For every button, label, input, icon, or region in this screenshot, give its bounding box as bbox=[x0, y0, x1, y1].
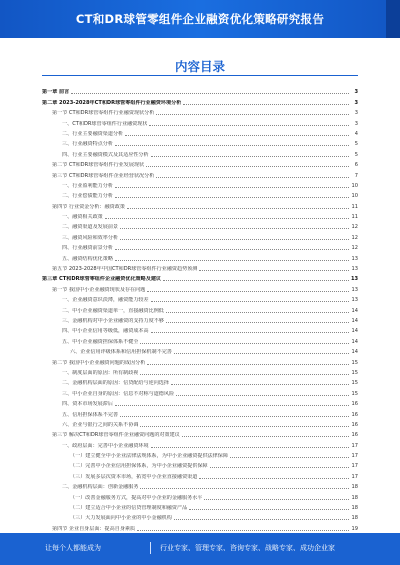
toc-entry-page: 18 bbox=[351, 494, 358, 501]
toc-entry[interactable] bbox=[42, 241, 358, 251]
toc-leader-dots bbox=[230, 456, 349, 458]
toc-entry-title: 一、政府层面：完善中小企业融资环境 bbox=[62, 442, 149, 449]
toc-leader-dots bbox=[199, 269, 349, 271]
toc-entry[interactable] bbox=[42, 480, 358, 490]
toc-entry-title: 五、中小企业融资担保体系不健全 bbox=[62, 338, 139, 345]
toc-entry-page: 14 bbox=[351, 317, 358, 324]
toc-entry[interactable] bbox=[42, 355, 358, 365]
toc-leader-dots bbox=[127, 207, 349, 209]
toc-leader-dots bbox=[115, 186, 349, 188]
toc-entry-title: 四、资本市场发展滞后 bbox=[62, 401, 113, 408]
toc-leader-dots bbox=[182, 435, 349, 437]
toc-entry[interactable] bbox=[42, 179, 358, 189]
toc-leader-dots bbox=[147, 363, 349, 365]
toc-entry[interactable] bbox=[42, 262, 358, 272]
toc-entry[interactable] bbox=[42, 521, 358, 531]
toc-entry-title: 五、信用担保体系不完善 bbox=[62, 411, 119, 418]
toc-entry-title: 第二节 CT和DR球管零组件行业发展现状 bbox=[52, 162, 145, 169]
toc-entry-page: 10 bbox=[351, 193, 358, 200]
toc-leader-dots bbox=[174, 518, 349, 520]
toc-leader-dots bbox=[115, 196, 349, 198]
toc-entry[interactable] bbox=[42, 469, 358, 479]
toc-leader-dots bbox=[166, 311, 349, 313]
toc-leader-dots bbox=[166, 321, 349, 323]
toc-entry[interactable] bbox=[42, 147, 358, 157]
toc-entry-title: 二、金融机构层面的原因：信贷配给与逆向选择 bbox=[62, 380, 169, 387]
toc-entry[interactable] bbox=[42, 407, 358, 417]
report-header bbox=[0, 0, 400, 38]
toc-leader-dots bbox=[137, 529, 349, 531]
toc-entry-title: 第二节 我国中小企业融资问题的成因分析 bbox=[52, 359, 146, 366]
toc-entry-page: 13 bbox=[351, 255, 358, 262]
toc-entry[interactable] bbox=[42, 501, 358, 511]
toc-entry-title: 三、中小企业自身的原因：信息不对称与道德风险 bbox=[62, 390, 175, 397]
toc-entry[interactable] bbox=[42, 293, 358, 303]
toc-entry-title: 一、CT和DR球管零组件行业融资现状 bbox=[62, 120, 148, 127]
toc-entry-page: 10 bbox=[351, 182, 358, 189]
toc-entry-title: （三）发展多层次资本市场，拓宽中小企业直接融资渠道 bbox=[70, 473, 198, 480]
toc-entry-page: 3 bbox=[354, 89, 358, 96]
toc-entry[interactable] bbox=[42, 428, 358, 438]
toc-leader-dots bbox=[140, 487, 349, 489]
toc-entry-page: 14 bbox=[351, 328, 358, 335]
toc-entry[interactable] bbox=[42, 345, 358, 355]
toc-leader-dots bbox=[204, 498, 349, 500]
toc-entry-title: 四、行业主要融资模式及其适应性分析 bbox=[62, 151, 149, 158]
toc-entry-page: 12 bbox=[351, 245, 358, 252]
toc-entry-title: 第二章 2023-2028年CT和DR球管零组件行业融资环境分析 bbox=[42, 99, 182, 106]
toc-entry-title: 第四节 企业自身层面：提高自身素质 bbox=[52, 525, 136, 532]
toc-leader-dots bbox=[115, 404, 349, 406]
toc-leader-dots bbox=[210, 466, 349, 468]
toc-entry-page: 18 bbox=[351, 515, 358, 522]
toc-leader-dots bbox=[140, 373, 349, 375]
toc-leader-dots bbox=[183, 103, 349, 105]
toc-entry-page: 14 bbox=[351, 349, 358, 356]
toc-entry[interactable] bbox=[42, 303, 358, 313]
toc-entry[interactable] bbox=[42, 220, 358, 230]
toc-entry-title: 二、融资渠道及发展前景 bbox=[62, 224, 119, 231]
toc-entry-title: 五、融资结构优化策略 bbox=[62, 255, 113, 262]
toc-leader-dots bbox=[120, 415, 349, 417]
toc-leader-dots bbox=[163, 279, 349, 281]
toc-entry-title: 二、金融机构层面：创新金融服务 bbox=[62, 484, 139, 491]
toc-entry[interactable] bbox=[42, 324, 358, 334]
toc-leader-dots bbox=[156, 176, 349, 178]
toc-entry-page: 15 bbox=[351, 380, 358, 387]
toc-leader-dots bbox=[115, 259, 349, 261]
toc-entry-title: （一）改善金融服务方式，提高对中小企业的金融服务水平 bbox=[70, 494, 203, 501]
toc-entry[interactable] bbox=[42, 282, 358, 292]
table-of-contents bbox=[42, 85, 358, 532]
toc-entry-title: 三、行业融资特点分析 bbox=[62, 141, 113, 148]
toc-entry-title: 三、融资风险和效率分析 bbox=[62, 234, 119, 241]
toc-entry[interactable] bbox=[42, 116, 358, 126]
header-corner-accent bbox=[386, 0, 400, 38]
toc-leader-dots bbox=[140, 425, 349, 427]
toc-leader-dots bbox=[147, 290, 349, 292]
toc-entry-title: 第三节 解决CT和DR球管零组件企业融资问题的对策建议 bbox=[52, 432, 180, 439]
toc-entry-page: 13 bbox=[351, 297, 358, 304]
toc-leader-dots bbox=[171, 383, 349, 385]
toc-entry[interactable] bbox=[42, 366, 358, 376]
toc-leader-dots bbox=[199, 477, 349, 479]
toc-entry[interactable] bbox=[42, 199, 358, 209]
toc-entry-title: 第一节 CT和DR球管零组件行业融资现状分析 bbox=[52, 110, 155, 117]
toc-entry-page: 17 bbox=[351, 473, 358, 480]
toc-entry-page: 16 bbox=[351, 421, 358, 428]
toc-entry-page: 16 bbox=[351, 411, 358, 418]
toc-entry-title: 第三节 CT和DR球管零组件企业经营状况分析 bbox=[52, 172, 155, 179]
toc-entry-page: 12 bbox=[351, 224, 358, 231]
toc-entry-title: 二、中小企业融资渠道单一，直接融资比例低 bbox=[62, 307, 164, 314]
toc-entry[interactable] bbox=[42, 272, 358, 282]
toc-leader-dots bbox=[105, 217, 349, 219]
toc-leader-dots bbox=[189, 508, 349, 510]
toc-entry-title: 一、制度层面的原因：所有制歧视 bbox=[62, 369, 139, 376]
toc-heading: 内容目录 bbox=[174, 59, 225, 74]
toc-entry-title: 第四节 行业资金分析：融资政策 bbox=[52, 203, 125, 210]
toc-entry-title: 六、企业信用评级体系和信用担保机制不完善 bbox=[70, 349, 172, 356]
toc-entry-page: 16 bbox=[351, 432, 358, 439]
toc-entry[interactable] bbox=[42, 251, 358, 261]
toc-entry[interactable] bbox=[42, 95, 358, 105]
toc-entry[interactable] bbox=[42, 158, 358, 168]
toc-entry-page: 13 bbox=[351, 276, 359, 283]
toc-entry-page: 18 bbox=[351, 505, 358, 512]
toc-entry[interactable] bbox=[42, 210, 358, 220]
footer-divider bbox=[150, 542, 151, 554]
toc-entry[interactable] bbox=[42, 168, 358, 178]
toc-entry[interactable] bbox=[42, 137, 358, 147]
toc-leader-dots bbox=[115, 144, 349, 146]
toc-entry-page: 7 bbox=[354, 172, 358, 179]
toc-entry[interactable] bbox=[42, 438, 358, 448]
toc-entry-page: 3 bbox=[354, 99, 358, 106]
toc-entry-title: （一）建立健全中小企业法律法规体系，为中小企业融资提供法律保障 bbox=[70, 453, 228, 460]
toc-entry-page: 17 bbox=[351, 453, 358, 460]
toc-entry-page: 16 bbox=[351, 401, 358, 408]
toc-leader-dots bbox=[115, 248, 349, 250]
toc-entry-title: 第五节 2023-2028年中国CT和DR球管零组件行业融资趋势预测 bbox=[52, 266, 198, 273]
toc-entry-title: 一、企业融资意识淡薄，融资能力较差 bbox=[62, 297, 149, 304]
toc-entry-title: 第三章 CT和DR球管零组件企业融资优化策略及建议 bbox=[42, 276, 162, 283]
report-footer bbox=[0, 533, 400, 565]
toc-entry-title: 第一节 我国中小企业融资现状及存在问题 bbox=[52, 286, 146, 293]
toc-entry-page: 5 bbox=[354, 141, 358, 148]
toc-entry-title: 三、金融机构对中小企业融资的支持力度不够 bbox=[62, 317, 164, 324]
toc-entry-title: 二、行业主要融资渠道分析 bbox=[62, 130, 124, 137]
toc-entry-title: （二）建立适合中小企业的信贷管理制度和融资产品 bbox=[70, 505, 188, 512]
toc-entry[interactable] bbox=[42, 386, 358, 396]
toc-entry-page: 13 bbox=[351, 266, 358, 273]
toc-entry[interactable] bbox=[42, 334, 358, 344]
toc-entry-page: 14 bbox=[351, 338, 358, 345]
toc-leader-dots bbox=[71, 92, 349, 94]
toc-leader-dots bbox=[140, 342, 349, 344]
toc-leader-dots bbox=[120, 227, 349, 229]
toc-heading-rule bbox=[42, 75, 358, 76]
toc-entry-page: 4 bbox=[354, 130, 358, 137]
toc-leader-dots bbox=[174, 352, 349, 354]
footer-tags: 行业专家、管理专家、咨询专家、战略专家、成功企业家 bbox=[160, 544, 335, 552]
toc-entry-page: 15 bbox=[351, 390, 358, 397]
toc-entry-page: 15 bbox=[351, 359, 358, 366]
toc-entry-page: 13 bbox=[351, 286, 358, 293]
toc-leader-dots bbox=[156, 113, 349, 115]
toc-entry-page: 18 bbox=[351, 484, 358, 491]
toc-entry[interactable] bbox=[42, 418, 358, 428]
toc-leader-dots bbox=[151, 331, 349, 333]
toc-entry[interactable] bbox=[42, 397, 358, 407]
toc-leader-dots bbox=[120, 238, 349, 240]
toc-leader-dots bbox=[125, 134, 349, 136]
toc-entry-page: 5 bbox=[354, 151, 358, 158]
toc-leader-dots bbox=[146, 165, 349, 167]
toc-entry[interactable] bbox=[42, 490, 358, 500]
toc-entry-page: 11 bbox=[351, 214, 358, 221]
toc-entry[interactable] bbox=[42, 85, 358, 95]
toc-entry-title: （三）大力发展面向中小企业的中小金融机构 bbox=[70, 515, 172, 522]
toc-entry-title: 六、企业与银行之间的关系不协调 bbox=[62, 421, 139, 428]
toc-entry[interactable] bbox=[42, 127, 358, 137]
toc-leader-dots bbox=[151, 300, 349, 302]
toc-entry[interactable] bbox=[42, 314, 358, 324]
toc-entry-page: 3 bbox=[354, 110, 358, 117]
toc-entry-page: 14 bbox=[351, 307, 358, 314]
toc-entry-title: 一、行业盈利能力分析 bbox=[62, 182, 113, 189]
toc-entry-page: 15 bbox=[351, 369, 358, 376]
toc-entry[interactable] bbox=[42, 449, 358, 459]
toc-entry-page: 17 bbox=[351, 442, 358, 449]
toc-entry-title: 四、中小企业信用等级低，融资成本高 bbox=[62, 328, 149, 335]
toc-entry[interactable] bbox=[42, 459, 358, 469]
toc-entry-title: 二、行业偿债能力分析 bbox=[62, 193, 113, 200]
toc-entry[interactable] bbox=[42, 230, 358, 240]
toc-entry[interactable] bbox=[42, 189, 358, 199]
toc-leader-dots bbox=[176, 394, 349, 396]
toc-entry-title: 一、融资相关政策 bbox=[62, 214, 103, 221]
toc-entry[interactable] bbox=[42, 106, 358, 116]
toc-entry-page: 17 bbox=[351, 463, 358, 470]
toc-entry-page: 12 bbox=[351, 234, 358, 241]
toc-entry-page: 6 bbox=[354, 162, 358, 169]
toc-leader-dots bbox=[151, 155, 349, 157]
report-title: CT和DR球管零组件企业融资优化策略研究报告 bbox=[75, 12, 325, 26]
toc-entry-title: 四、行业融资前景分析 bbox=[62, 245, 113, 252]
toc-entry[interactable] bbox=[42, 376, 358, 386]
toc-leader-dots bbox=[151, 446, 349, 448]
footer-slogan: 让每个人都能成为 bbox=[45, 544, 101, 552]
toc-entry[interactable] bbox=[42, 511, 358, 521]
toc-entry-page: 19 bbox=[351, 525, 358, 532]
toc-entry-page: 3 bbox=[354, 120, 358, 127]
toc-leader-dots bbox=[149, 124, 349, 126]
toc-entry-title: 第一章 前言 bbox=[42, 89, 70, 96]
toc-entry-title: （二）完善中小企业信用担保体系，为中小企业融资提供保障 bbox=[70, 463, 208, 470]
toc-entry-page: 11 bbox=[351, 203, 358, 210]
